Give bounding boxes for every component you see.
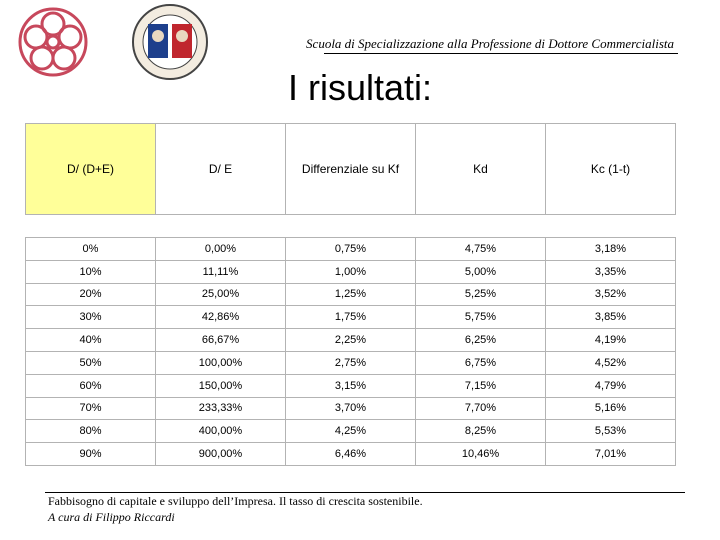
table-cell: 90% bbox=[26, 443, 156, 466]
table-cell: 233,33% bbox=[156, 397, 286, 420]
school-name: Scuola di Specializzazione alla Professione di Dottore Commercialista bbox=[306, 36, 674, 51]
table-cell: 2,25% bbox=[286, 329, 416, 352]
table-cell: 6,46% bbox=[286, 443, 416, 466]
table-cell: 40% bbox=[26, 329, 156, 352]
table-cell: 50% bbox=[26, 351, 156, 374]
table-cell: 10% bbox=[26, 260, 156, 283]
table-row bbox=[26, 351, 676, 374]
slide-title: I risultati: bbox=[287, 67, 433, 108]
table-cell: 900,00% bbox=[156, 443, 286, 466]
table-row bbox=[26, 260, 676, 283]
table-cell: 25,00% bbox=[156, 283, 286, 306]
table-cell: 6,75% bbox=[416, 351, 546, 374]
table-cell: 20% bbox=[26, 283, 156, 306]
table-cell: 7,01% bbox=[546, 443, 676, 466]
table-cell: 5,25% bbox=[416, 283, 546, 306]
table-cell: 3,18% bbox=[546, 238, 676, 261]
header-divider bbox=[324, 53, 678, 54]
table-cell: 5,16% bbox=[546, 397, 676, 420]
table-cell: 66,67% bbox=[156, 329, 286, 352]
table-cell: 1,25% bbox=[286, 283, 416, 306]
header-row bbox=[26, 124, 676, 215]
table-cell: 7,70% bbox=[416, 397, 546, 420]
table-cell: 60% bbox=[26, 374, 156, 397]
footer-author: A cura di Filippo Riccardi bbox=[48, 510, 175, 524]
table-row bbox=[26, 420, 676, 443]
table-cell: 0,75% bbox=[286, 238, 416, 261]
footer-divider bbox=[45, 492, 685, 493]
results-table-header bbox=[25, 123, 676, 215]
table-cell: 8,25% bbox=[416, 420, 546, 443]
table-row bbox=[26, 283, 676, 306]
column-header: Differenziale su Kf bbox=[286, 124, 416, 215]
table-row bbox=[26, 329, 676, 352]
table-cell: 30% bbox=[26, 306, 156, 329]
table-cell: 5,75% bbox=[416, 306, 546, 329]
table-cell: 3,15% bbox=[286, 374, 416, 397]
table-cell: 150,00% bbox=[156, 374, 286, 397]
table-row bbox=[26, 443, 676, 466]
table-cell: 4,19% bbox=[546, 329, 676, 352]
column-header: Kd bbox=[416, 124, 546, 215]
table-cell: 3,52% bbox=[546, 283, 676, 306]
table-cell: 4,75% bbox=[416, 238, 546, 261]
table-cell: 7,15% bbox=[416, 374, 546, 397]
table-cell: 100,00% bbox=[156, 351, 286, 374]
table-cell: 400,00% bbox=[156, 420, 286, 443]
table-row bbox=[26, 306, 676, 329]
table-cell: 2,75% bbox=[286, 351, 416, 374]
table-cell: 0% bbox=[26, 238, 156, 261]
table-cell: 1,75% bbox=[286, 306, 416, 329]
table-cell: 3,70% bbox=[286, 397, 416, 420]
table-row bbox=[26, 397, 676, 420]
table-cell: 5,53% bbox=[546, 420, 676, 443]
footer-course-title: Fabbisogno di capitale e sviluppo dell’Impresa. Il tasso di crescita sostenibile. bbox=[48, 494, 423, 508]
table-cell: 80% bbox=[26, 420, 156, 443]
column-header: Kc (1-t) bbox=[546, 124, 676, 215]
column-header: D/ (D+E) bbox=[26, 124, 156, 215]
table-cell: 4,25% bbox=[286, 420, 416, 443]
table-cell: 4,79% bbox=[546, 374, 676, 397]
table-cell: 10,46% bbox=[416, 443, 546, 466]
table-cell: 6,25% bbox=[416, 329, 546, 352]
table-cell: 0,00% bbox=[156, 238, 286, 261]
table-cell: 70% bbox=[26, 397, 156, 420]
results-table bbox=[25, 237, 676, 466]
table-cell: 42,86% bbox=[156, 306, 286, 329]
table-row bbox=[26, 374, 676, 397]
table-cell: 3,35% bbox=[546, 260, 676, 283]
column-header: D/ E bbox=[156, 124, 286, 215]
table-cell: 3,85% bbox=[546, 306, 676, 329]
table-row bbox=[26, 238, 676, 261]
table-cell: 11,11% bbox=[156, 260, 286, 283]
table-cell: 4,52% bbox=[546, 351, 676, 374]
table-cell: 1,00% bbox=[286, 260, 416, 283]
table-cell: 5,00% bbox=[416, 260, 546, 283]
